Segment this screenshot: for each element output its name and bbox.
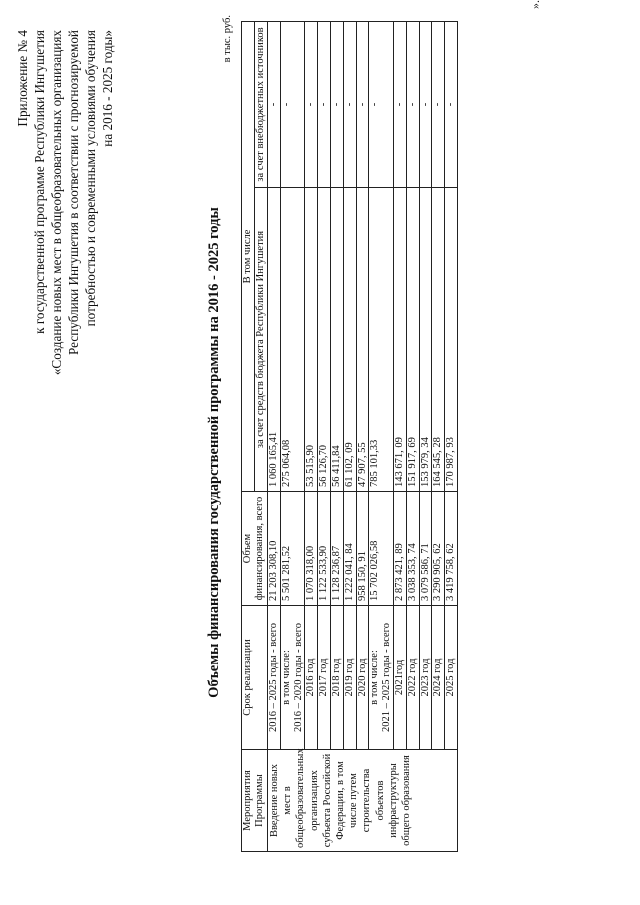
appendix-line: Приложение № 4 xyxy=(15,30,30,127)
total-cell: 1 222 041, 84 xyxy=(343,492,356,606)
budget-cell: 61 102, 09 xyxy=(343,188,356,492)
appendix-line: потребностью и современными условиями обучения xyxy=(83,30,98,327)
table-row xyxy=(419,21,432,851)
document-title: Объемы финансирования государственной программы на 2016 - 2025 годы xyxy=(206,207,222,698)
period-cell: 2019 год xyxy=(343,606,356,750)
header-total: Объем финансирования, всего xyxy=(242,492,268,606)
total-cell: 3 038 353, 74 xyxy=(406,492,419,606)
total-cell: 15 702 026,58 xyxy=(369,492,394,606)
total-cell: 1 070 318,00 xyxy=(305,492,318,606)
table-row xyxy=(432,21,445,851)
appendix-line: Республики Ингушетия в соответствии с прогнозируемой xyxy=(66,30,81,355)
appendix-line: на 2016 - 2025 годы» xyxy=(100,30,115,147)
table-row xyxy=(356,21,369,851)
units-label: в тыс. руб. xyxy=(222,15,233,63)
total-cell: 3 079 586, 71 xyxy=(419,492,432,606)
period-cell: 2024 год xyxy=(432,606,445,750)
budget-cell: 153 979, 34 xyxy=(419,188,432,492)
budget-cell: 56 126,70 xyxy=(318,188,331,492)
offbudget-cell: - xyxy=(369,21,394,187)
total-cell: 5 501 281,52 xyxy=(280,492,305,606)
offbudget-cell: - xyxy=(343,21,356,187)
total-cell: 3 419 758, 62 xyxy=(445,492,458,606)
table-row xyxy=(330,21,343,851)
table-row xyxy=(280,21,305,851)
budget-cell: 170 987, 93 xyxy=(445,188,458,492)
period-cell: 2016 год xyxy=(305,606,318,750)
offbudget-cell: - xyxy=(419,21,432,187)
table-row xyxy=(343,21,356,851)
appendix-line: «Создание новых мест в общеобразовательных организациях xyxy=(49,30,64,376)
budget-cell: 164 545, 28 xyxy=(432,188,445,492)
period-cell: 2023 год xyxy=(419,606,432,750)
offbudget-cell: - xyxy=(393,21,406,187)
offbudget-cell: - xyxy=(432,21,445,187)
budget-cell: 56 411,84 xyxy=(330,188,343,492)
total-cell: 3 290 905, 62 xyxy=(432,492,445,606)
period-cell: в том числе: 2021 – 2025 годы - всего xyxy=(369,606,394,750)
header-measure: Мероприятия Программы xyxy=(242,750,268,852)
appendix-header xyxy=(14,30,116,490)
period-cell: в том числе: 2016 – 2020 годы - всего xyxy=(280,606,305,750)
budget-cell: 143 671, 09 xyxy=(393,188,406,492)
header-period: Срок реализации xyxy=(242,606,268,750)
period-cell: 2025 год xyxy=(445,606,458,750)
header-including: В том числе xyxy=(242,21,255,491)
offbudget-cell: - xyxy=(318,21,331,187)
period-cell: 2016 – 2025 годы - всего xyxy=(268,606,281,750)
table-row xyxy=(305,21,318,851)
total-cell: 21 203 308,10 xyxy=(268,492,281,606)
offbudget-cell: - xyxy=(330,21,343,187)
period-cell: 2017 год xyxy=(318,606,331,750)
total-cell: 2 873 421, 89 xyxy=(393,492,406,606)
offbudget-cell: - xyxy=(356,21,369,187)
offbudget-cell: - xyxy=(445,21,458,187)
budget-cell: 275 064,08 xyxy=(280,188,305,492)
budget-cell: 1 060 165,41 xyxy=(268,188,281,492)
table-row xyxy=(393,21,406,851)
table-row xyxy=(318,21,331,851)
total-cell: 1 128 236,87 xyxy=(330,492,343,606)
period-cell: 2020 год xyxy=(356,606,369,750)
financing-table xyxy=(241,21,458,852)
header-budget: за счет средств бюджета Республики Ингушетия xyxy=(255,188,268,492)
table-row xyxy=(406,21,419,851)
budget-cell: 151 917, 69 xyxy=(406,188,419,492)
appendix-line: к государственной программе Республики Ингушетия xyxy=(32,30,47,334)
table-row xyxy=(268,21,281,851)
period-cell: 2022 год xyxy=(406,606,419,750)
total-cell: 1 122 533,90 xyxy=(318,492,331,606)
budget-cell: 785 101,33 xyxy=(369,188,394,492)
measure-cell: Введение новых мест в общеобразовательных организациях субъекта Российской Федерации, в том числе путем строительства объектов инфраструктуры общего образования xyxy=(268,750,458,852)
closing-mark: ». xyxy=(528,0,542,9)
period-cell: 2018 год xyxy=(330,606,343,750)
offbudget-cell: - xyxy=(280,21,305,187)
table-row xyxy=(369,21,394,851)
offbudget-cell: - xyxy=(268,21,281,187)
table-row xyxy=(445,21,458,851)
budget-cell: 53 515,90 xyxy=(305,188,318,492)
budget-cell: 47 907, 55 xyxy=(356,188,369,492)
offbudget-cell: - xyxy=(406,21,419,187)
period-cell: 2021год xyxy=(393,606,406,750)
offbudget-cell: - xyxy=(305,21,318,187)
header-offbudget: за счет внебюджетных источников xyxy=(255,21,268,187)
total-cell: 958 150, 91 xyxy=(356,492,369,606)
